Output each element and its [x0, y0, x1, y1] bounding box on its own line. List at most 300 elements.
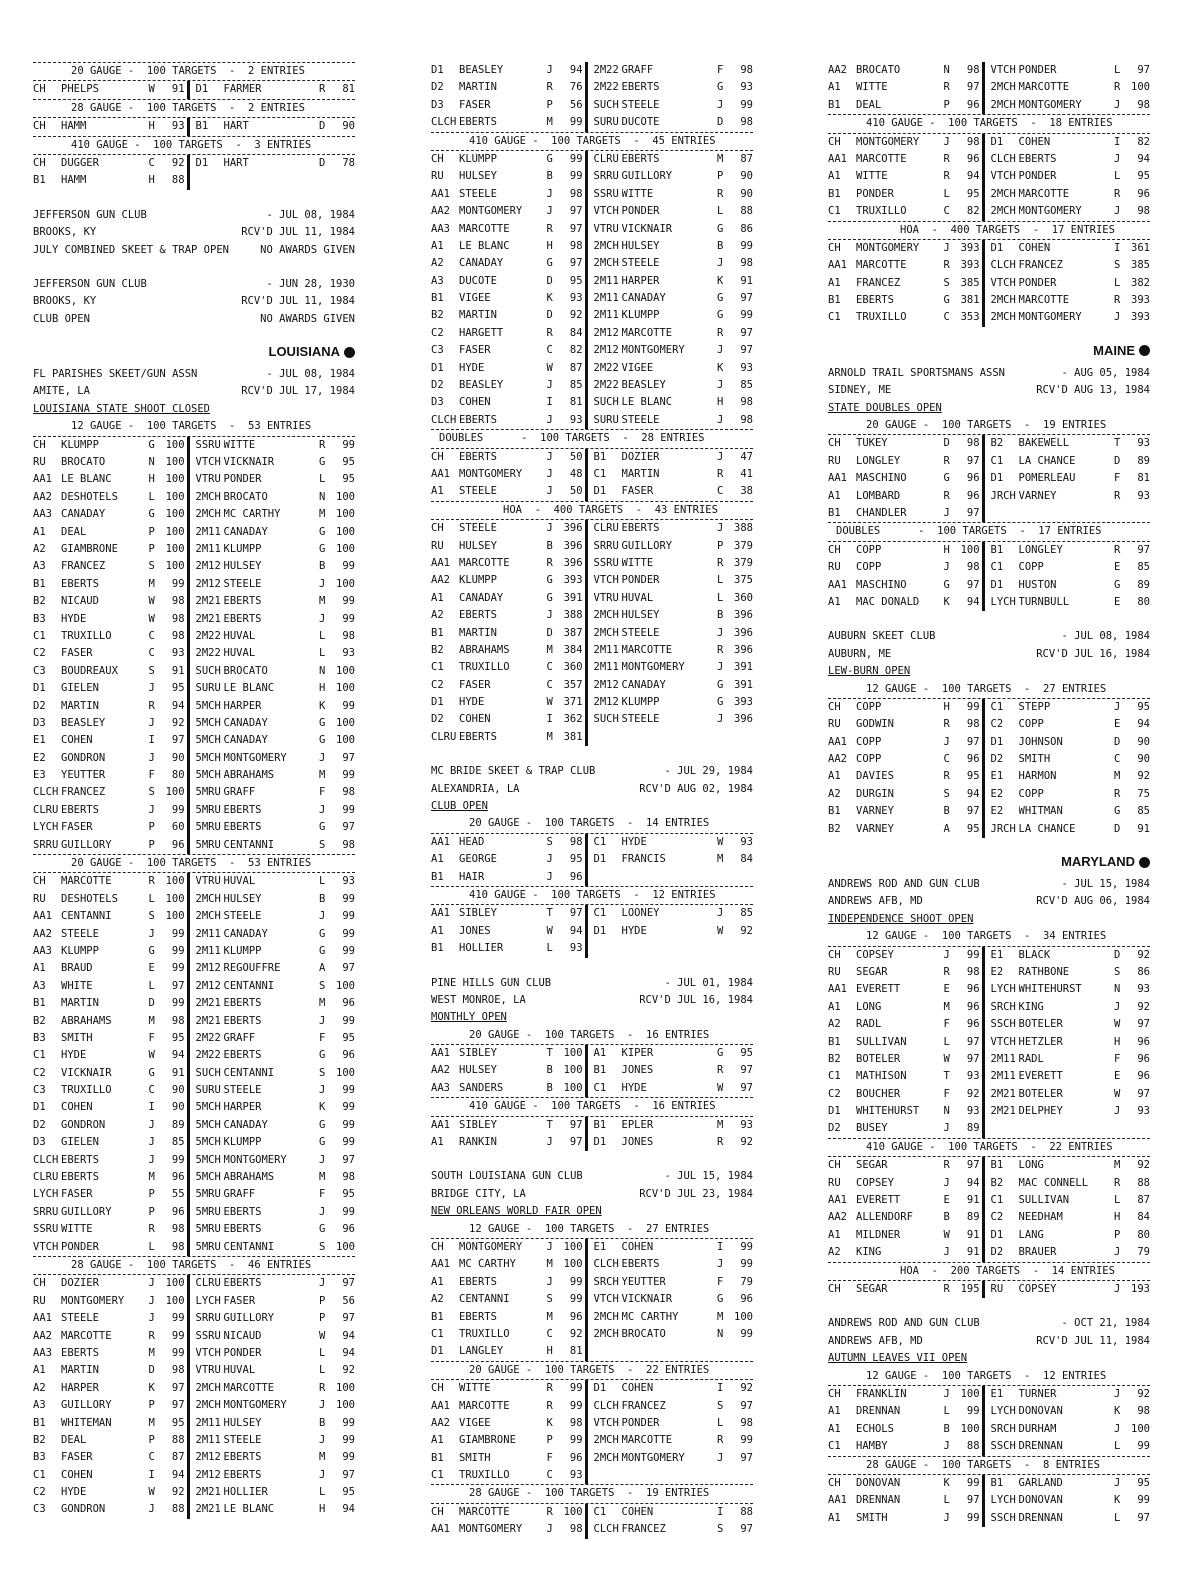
initial: B	[546, 539, 553, 552]
initial: M	[148, 1346, 155, 1359]
result-left	[431, 377, 588, 394]
initial: P	[148, 1399, 155, 1412]
result-right	[594, 1467, 753, 1484]
result-left	[828, 488, 985, 505]
score: 98	[342, 1171, 355, 1184]
result-row	[431, 255, 753, 272]
initial: W	[1114, 1018, 1121, 1031]
result-right	[594, 555, 753, 572]
result-right	[196, 663, 355, 680]
class-code: RU	[990, 1283, 1004, 1295]
score: 99	[966, 1511, 980, 1524]
score: 97	[966, 1035, 980, 1048]
shooter-name: BEASLEY	[621, 379, 666, 392]
shooter-name: JONES	[621, 1064, 654, 1077]
result-right	[196, 908, 355, 925]
class-code: B2	[33, 1014, 46, 1027]
result-left	[828, 1051, 985, 1068]
score: 78	[342, 156, 355, 169]
class-code: CH	[431, 450, 444, 463]
result-left	[828, 1244, 985, 1261]
initial: K	[1114, 1494, 1121, 1507]
class-code: D2	[33, 699, 46, 712]
initial: H	[943, 543, 950, 556]
result-right	[991, 1386, 1150, 1403]
initial: L	[1114, 276, 1121, 289]
class-code: CH	[828, 1476, 841, 1489]
initial: J	[546, 450, 553, 463]
shooter-name: HULSEY	[223, 560, 262, 573]
result-row	[33, 943, 355, 960]
result-right	[594, 1309, 753, 1326]
result-right	[594, 1062, 753, 1079]
class-code: B1	[828, 506, 841, 519]
class-code: 5MCH	[195, 734, 221, 747]
class-code: AA1	[828, 983, 847, 996]
score: 99	[740, 309, 753, 322]
class-code: SURU	[195, 682, 221, 695]
score: 92	[966, 1087, 980, 1100]
shooter-name: GUILLORY	[61, 1205, 112, 1218]
result-right	[991, 1016, 1150, 1033]
result-row	[828, 151, 1150, 168]
initial: K	[546, 1416, 553, 1429]
shooter-name: GIAMBRONE	[61, 542, 118, 555]
score: 96	[966, 1000, 980, 1013]
result-left	[33, 1047, 190, 1064]
class-code: 2M21	[195, 1486, 221, 1499]
class-code: SSCH	[990, 1440, 1016, 1453]
score: 98	[966, 561, 980, 574]
shooter-name: HART	[223, 156, 249, 169]
score: 90	[171, 751, 185, 764]
score: 92	[171, 716, 185, 729]
result-left	[431, 62, 588, 79]
shooter-name: BOUCHER	[856, 1087, 901, 1100]
result-right	[991, 309, 1150, 326]
class-code: SUCH	[593, 713, 619, 726]
result-right	[594, 62, 753, 79]
shooter-name: MARTIN	[459, 626, 497, 639]
initial: G	[943, 294, 950, 307]
score: 97	[342, 1153, 355, 1166]
shooter-name: COPP	[856, 753, 882, 766]
class-code: 2M22	[593, 64, 619, 76]
result-right	[991, 1438, 1150, 1455]
shooter-name: EBERTS	[459, 450, 497, 463]
class-code: AA1	[828, 472, 847, 485]
club-location: BROOKS, KY	[33, 295, 97, 308]
result-right	[991, 435, 1150, 452]
event-header	[431, 1221, 753, 1239]
score: 100	[336, 979, 355, 992]
shooter-name: COHEN	[459, 396, 491, 409]
shooter-name: MARCOTTE	[621, 643, 673, 656]
initial: J	[319, 751, 326, 764]
club-line	[431, 1203, 753, 1220]
class-code: D1	[990, 472, 1004, 485]
initial: R	[943, 1283, 950, 1295]
score: 99	[342, 910, 355, 923]
shoot-name: JULY COMBINED SKEET & TRAP OPEN	[33, 243, 229, 256]
shooter-name: LOMBARD	[856, 489, 901, 502]
result-left	[33, 732, 190, 749]
class-code: SUCH	[593, 396, 619, 409]
result-left	[33, 1397, 190, 1414]
initial: J	[148, 682, 155, 695]
initial: R	[1114, 787, 1121, 800]
result-left	[431, 940, 588, 957]
result-row	[33, 926, 355, 943]
class-code: 2MCH	[195, 910, 221, 923]
score: 99	[171, 1153, 185, 1166]
class-code: B3	[33, 612, 46, 625]
score: 92	[1137, 1000, 1150, 1013]
shooter-name: HAMBY	[856, 1440, 888, 1453]
initial: R	[943, 965, 950, 978]
initial: M	[546, 116, 553, 129]
initial: C	[546, 344, 553, 357]
shooter-name: CENTANNI	[223, 838, 275, 851]
shooter-name: VARNEY	[856, 822, 894, 835]
class-code: D1	[431, 1345, 444, 1358]
score: 100	[165, 875, 185, 888]
shooter-name: CANADAY	[459, 257, 504, 270]
result-left	[431, 325, 588, 342]
class-code: D1	[990, 735, 1004, 748]
class-code: SRRU	[593, 539, 619, 552]
shooter-name: LONGLEY	[1018, 543, 1063, 556]
shooter-name: EBERTS	[1018, 152, 1057, 165]
result-row	[33, 1134, 355, 1151]
score: 90	[171, 1084, 185, 1097]
initial: K	[943, 595, 950, 608]
class-code: CLRU	[195, 1277, 221, 1290]
result-left	[828, 168, 985, 185]
class-code: 2MCH	[195, 1399, 221, 1412]
initial: G	[717, 292, 724, 305]
shooter-name: FASER	[459, 678, 491, 691]
result-right	[991, 751, 1150, 768]
shooter-name: SANDERS	[459, 1081, 504, 1094]
score: 97	[740, 326, 753, 339]
result-left	[33, 437, 190, 454]
class-code: JRCH	[990, 489, 1016, 502]
initial: J	[319, 1014, 326, 1027]
club-location: ALEXANDRIA, LA	[431, 782, 520, 795]
score: 100	[734, 1310, 753, 1323]
score: 100	[563, 1064, 583, 1077]
result-right	[991, 1034, 1150, 1051]
result-row	[828, 1120, 1150, 1138]
initial: J	[319, 910, 326, 923]
class-code: AA1	[33, 910, 52, 923]
result-row	[431, 238, 753, 255]
class-code: B3	[33, 1031, 46, 1044]
score: 92	[1137, 770, 1150, 783]
shooter-name: BRAUD	[61, 962, 93, 975]
result-row	[33, 454, 355, 471]
shooter-name: PHELPS	[61, 83, 99, 96]
initial: J	[546, 522, 553, 535]
received-date: RCV'D JUL 11, 1984	[241, 295, 355, 308]
class-code: 2M12	[593, 696, 619, 709]
class-code: 5MCH	[195, 1153, 221, 1166]
shooter-name: HYDE	[459, 361, 485, 374]
result-right	[196, 454, 355, 471]
shooter-name: WHITEMAN	[61, 1416, 112, 1429]
initial: B	[943, 1211, 950, 1224]
shooter-name: FASER	[61, 1451, 93, 1464]
shooter-name: MC CARTHY	[459, 1258, 516, 1271]
score: 100	[336, 1240, 355, 1253]
initial: L	[717, 205, 724, 218]
initial: R	[943, 152, 950, 165]
class-code: CH	[828, 241, 841, 254]
club-line	[33, 366, 355, 383]
result-right	[991, 542, 1150, 559]
initial: C	[148, 1451, 155, 1464]
shooter-name: HUVAL	[223, 1364, 256, 1377]
result-row	[33, 750, 355, 767]
result-left	[828, 470, 985, 487]
result-left	[431, 851, 588, 868]
class-code: C1	[593, 907, 607, 920]
class-code: 2M21	[990, 1105, 1016, 1118]
class-code: 2MCH	[990, 81, 1016, 94]
shooter-name: WITTE	[223, 438, 256, 451]
shooter-name: BEASLEY	[61, 716, 106, 729]
score: 100	[336, 508, 355, 521]
club-location: SIDNEY, ME	[828, 384, 892, 397]
score: 76	[569, 81, 583, 94]
score: 84	[740, 853, 753, 866]
initial: J	[546, 485, 553, 498]
shoot-date: - AUG 05, 1984	[1061, 366, 1150, 379]
score: 371	[563, 696, 583, 709]
class-code: CH	[431, 522, 444, 535]
score: 97	[569, 907, 583, 920]
initial: D	[943, 437, 950, 450]
shooter-name: EBERTS	[621, 81, 660, 94]
shooter-name: MONTGOMERY	[223, 751, 287, 764]
initial: B	[319, 892, 326, 905]
result-right	[594, 342, 753, 359]
score: 79	[1137, 1246, 1150, 1259]
club-line	[33, 383, 355, 400]
initial: L	[717, 574, 724, 587]
initial: H	[148, 174, 155, 187]
result-left	[33, 819, 190, 836]
shooter-name: NICAUD	[223, 1329, 262, 1342]
shooter-name: HYDE	[621, 1081, 647, 1094]
event-header	[828, 1263, 1150, 1281]
event-header	[33, 855, 355, 873]
result-right	[594, 412, 753, 429]
class-code: VTCH	[593, 1416, 619, 1429]
result-left	[33, 593, 190, 610]
shooter-name: JONES	[621, 1136, 654, 1149]
club-line	[828, 400, 1150, 417]
class-code: E2	[990, 965, 1004, 978]
initial: R	[319, 1381, 326, 1394]
shooter-name: MONTGOMERY	[459, 467, 523, 480]
result-row	[431, 1239, 753, 1256]
initial: J	[319, 1277, 326, 1290]
class-code: CLCH	[990, 259, 1016, 272]
score: 98	[171, 612, 185, 625]
initial: R	[148, 875, 155, 888]
shooter-name: COHEN	[621, 1241, 654, 1253]
initial: R	[546, 1399, 553, 1412]
initial: J	[1114, 700, 1121, 713]
result-row	[431, 307, 753, 324]
shooter-name: LE BLANC	[61, 473, 112, 486]
result-row	[431, 1450, 753, 1467]
result-right	[196, 611, 355, 628]
result-row	[431, 851, 753, 868]
score: 100	[165, 456, 185, 469]
shooter-name: STEELE	[621, 98, 660, 111]
initial: W	[319, 1329, 326, 1342]
initial: F	[319, 786, 326, 799]
shooter-name: ABRAHAMS	[223, 769, 275, 782]
score: 91	[966, 1194, 980, 1207]
initial: R	[319, 438, 326, 451]
shooter-name: MONTGOMERY	[621, 1451, 685, 1464]
initial: B	[319, 1416, 326, 1429]
result-right	[594, 940, 753, 957]
result-right	[196, 1275, 355, 1292]
initial: L	[1114, 170, 1121, 183]
class-code: D2	[990, 1246, 1004, 1259]
initial: N	[319, 664, 326, 677]
class-code: CLCH	[33, 1153, 59, 1166]
result-row	[828, 1244, 1150, 1262]
score: 96	[966, 98, 980, 111]
result-right	[991, 257, 1150, 274]
initial: J	[717, 344, 724, 357]
score: 99	[171, 803, 185, 816]
shooter-name: WITTE	[61, 1223, 93, 1236]
score: 56	[569, 98, 583, 111]
result-right	[991, 1209, 1150, 1226]
score: 96	[342, 1049, 355, 1062]
class-code: 2M22	[593, 81, 619, 94]
initial: J	[1114, 1283, 1121, 1295]
score: 97	[966, 1052, 980, 1065]
score: 93	[966, 1070, 980, 1083]
club-line	[33, 293, 355, 310]
initial: D	[546, 309, 553, 322]
result-row	[33, 802, 355, 819]
score: 92	[171, 1486, 185, 1499]
score: 381	[563, 730, 583, 743]
initial: J	[943, 506, 950, 519]
result-row	[828, 542, 1150, 559]
shooter-name: MONTGOMERY	[856, 241, 920, 254]
score: 94	[342, 1346, 355, 1359]
class-code: 2M11	[593, 309, 619, 322]
class-code: D1	[990, 135, 1004, 148]
result-row	[828, 716, 1150, 733]
result-left	[33, 908, 190, 925]
score: 100	[165, 473, 185, 486]
result-row	[828, 821, 1150, 838]
result-row	[33, 978, 355, 995]
shooter-name: MARCOTTE	[459, 1399, 510, 1412]
initial: D	[148, 997, 155, 1010]
initial: T	[546, 1118, 553, 1131]
result-left	[828, 1034, 985, 1051]
score: 93	[171, 120, 185, 133]
class-code: D1	[990, 1228, 1004, 1241]
shooter-name: KIPER	[621, 1047, 654, 1060]
result-row	[33, 715, 355, 732]
result-left	[431, 1117, 588, 1134]
result-row	[431, 1521, 753, 1538]
shooter-name: EVERETT	[1018, 1070, 1063, 1083]
shooter-name: EBERTS	[61, 1153, 99, 1166]
result-row	[431, 520, 753, 537]
initial: J	[546, 205, 553, 218]
result-row	[828, 1386, 1150, 1403]
result-row	[33, 155, 355, 172]
initial: P	[148, 542, 155, 555]
initial: R	[943, 170, 950, 183]
result-right	[594, 905, 753, 922]
score: 396	[734, 609, 753, 622]
class-code: 2MCH	[990, 311, 1016, 324]
club-line	[828, 1333, 1150, 1350]
result-row	[33, 819, 355, 836]
initial: J	[546, 1275, 553, 1288]
shooter-name: CANADAY	[223, 734, 268, 747]
result-row	[828, 734, 1150, 751]
class-code: RU	[828, 454, 841, 467]
score: 100	[336, 542, 355, 555]
result-row	[431, 1309, 753, 1326]
score: 382	[1131, 276, 1150, 289]
score: 97	[171, 1399, 185, 1412]
class-code: B3	[33, 1451, 46, 1464]
score: 193	[1131, 1283, 1150, 1295]
score: 97	[569, 257, 583, 270]
initial: W	[1114, 1087, 1121, 1100]
shooter-name: SEGAR	[856, 965, 888, 978]
initial: G	[943, 472, 950, 485]
shoot-date: - JUL 15, 1984	[664, 1170, 753, 1183]
event-header-text: 12 GAUGE - 100 TARGETS - 27 ENTRIES	[469, 1222, 710, 1235]
shooter-name: EBERTS	[223, 1223, 262, 1236]
shooter-name: FRANKLIN	[856, 1387, 907, 1400]
class-code: D1	[33, 682, 46, 695]
shooter-name: BOTELER	[1018, 1087, 1063, 1100]
initial: S	[943, 787, 950, 800]
class-code: D1	[593, 853, 607, 866]
result-left	[431, 625, 588, 642]
initial: B	[546, 170, 553, 183]
initial: F	[546, 1451, 553, 1464]
class-code: B1	[33, 1416, 46, 1429]
club-location: ANDREWS AFB, MD	[828, 895, 923, 908]
class-code: C1	[593, 467, 607, 480]
score: 86	[740, 222, 753, 235]
initial: J	[148, 1136, 155, 1149]
result-row	[828, 186, 1150, 203]
shooter-name: MONTGOMERY	[459, 1241, 523, 1253]
result-row	[33, 1013, 355, 1030]
